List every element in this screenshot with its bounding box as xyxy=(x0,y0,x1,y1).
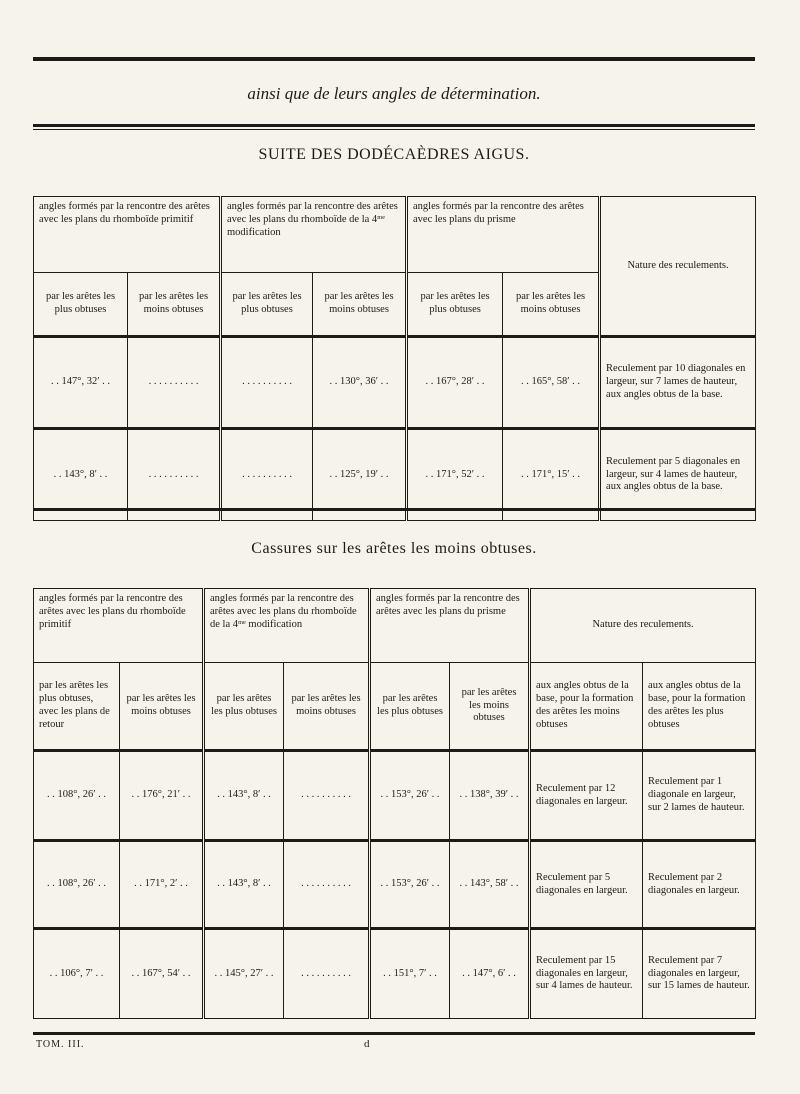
table-row xyxy=(34,337,756,429)
s1-subheader: par les arêtes les moins obtuses xyxy=(313,273,407,337)
angle-cell: . . 106°, 7′ . . xyxy=(34,929,120,1019)
s1-subheader: par les arêtes les moins obtuses xyxy=(503,273,600,337)
page-header-title: ainsi que de leurs angles de détermination. xyxy=(247,84,541,103)
angle-cell: . . 153°, 26′ . . xyxy=(370,751,450,841)
s1-subheader: par les arêtes les plus obtuses xyxy=(221,273,313,337)
angle-cell: . . 151°, 7′ . . xyxy=(370,929,450,1019)
angle-cell: . . 143°, 8′ . . xyxy=(34,429,128,521)
divider-rule xyxy=(33,124,755,127)
angle-cell: . . . . . . . . . . xyxy=(128,337,221,429)
reculement-note: Reculement par 1 diagonale en largeur, sur 2 lames de hauteur. xyxy=(643,751,756,841)
table-row xyxy=(34,841,756,929)
angle-cell: . . 145°, 27′ . . xyxy=(204,929,284,1019)
angle-cell: . . 176°, 21′ . . xyxy=(120,751,204,841)
angle-cell: . . 143°, 8′ . . xyxy=(204,751,284,841)
s1-subheader: par les arêtes les plus obtuses xyxy=(34,273,128,337)
angle-cell: . . . . . . . . . . xyxy=(284,841,370,929)
section2-table xyxy=(33,588,756,1019)
s1-subheader: par les arêtes les moins obtuses xyxy=(128,273,221,337)
s2-subheader: aux angles obtus de la base, pour la formation des arêtes les plus obtuses xyxy=(643,663,756,751)
footer-signature: d xyxy=(364,1038,370,1050)
angle-cell: . . 171°, 52′ . . xyxy=(407,429,503,521)
divider-rule xyxy=(33,508,755,511)
angle-cell: . . . . . . . . . . xyxy=(284,929,370,1019)
table-row xyxy=(34,429,756,521)
bottom-rule xyxy=(33,1032,755,1035)
s2-subheader: par les arêtes les plus obtuses, avec les plans de retour xyxy=(34,663,120,751)
angle-cell: . . 167°, 28′ . . xyxy=(407,337,503,429)
reculement-note: Reculement par 15 diagonales en largeur, sur 4 lames de hauteur. xyxy=(530,929,643,1019)
s1-header-prisme: angles formés par la rencontre des arêtes avec les plans du prisme xyxy=(407,197,600,273)
s2-subheader: par les arêtes les moins obtuses xyxy=(120,663,204,751)
s2-header-primitif: angles formés par la rencontre des arêtes avec les plans du rhomboïde primitif xyxy=(34,589,204,663)
angle-cell: . . 153°, 26′ . . xyxy=(370,841,450,929)
reculement-note: Reculement par 5 diagonales en largeur, sur 4 lames de hauteur, aux angles obtus de la base. xyxy=(600,429,756,521)
angle-cell: . . 130°, 36′ . . xyxy=(313,337,407,429)
s2-subheader: par les arêtes les moins obtuses xyxy=(450,663,530,751)
s2-subheader: aux angles obtus de la base, pour la formation des arêtes les moins obtuses xyxy=(530,663,643,751)
angle-cell: . . . . . . . . . . xyxy=(128,429,221,521)
s1-header-modification: angles formés par la rencontre des arêtes avec les plans du rhomboïde de la 4ᵐᵉ modification xyxy=(221,197,407,273)
reculement-note: Reculement par 5 diagonales en largeur. xyxy=(530,841,643,929)
angle-cell: . . 147°, 32′ . . xyxy=(34,337,128,429)
reculement-note: Reculement par 7 diagonales en largeur, sur 15 lames de hauteur. xyxy=(643,929,756,1019)
angle-cell: . . . . . . . . . . xyxy=(284,751,370,841)
table-row xyxy=(34,751,756,841)
section2-title: Cassures sur les arêtes les moins obtuses. xyxy=(251,540,537,557)
reculement-note: Reculement par 10 diagonales en largeur, sur 7 lames de hauteur, aux angles obtus de la base. xyxy=(600,337,756,429)
s1-header-primitif: angles formés par la rencontre des arêtes avec les plans du rhomboïde primitif xyxy=(34,197,221,273)
angle-cell: . . 143°, 58′ . . xyxy=(450,841,530,929)
section1-table xyxy=(33,196,756,521)
s1-subheader: par les arêtes les plus obtuses xyxy=(407,273,503,337)
angle-cell: . . . . . . . . . . xyxy=(221,429,313,521)
s2-subheader: par les arêtes les plus obtuses xyxy=(370,663,450,751)
s2-subheader: par les arêtes les plus obtuses xyxy=(204,663,284,751)
angle-cell: . . 138°, 39′ . . xyxy=(450,751,530,841)
angle-cell: . . . . . . . . . . xyxy=(221,337,313,429)
angle-cell: . . 125°, 19′ . . xyxy=(313,429,407,521)
angle-cell: . . 108°, 26′ . . xyxy=(34,751,120,841)
angle-cell: . . 171°, 2′ . . xyxy=(120,841,204,929)
s2-header-prisme: angles formés par la rencontre des arêtes avec les plans du prisme xyxy=(370,589,530,663)
angle-cell: . . 147°, 6′ . . xyxy=(450,929,530,1019)
footer-volume: TOM. III. xyxy=(36,1039,85,1050)
divider-rule-thin xyxy=(33,129,755,130)
angle-cell: . . 108°, 26′ . . xyxy=(34,841,120,929)
reculement-note: Reculement par 2 diagonales en largeur. xyxy=(643,841,756,929)
table-row xyxy=(34,929,756,1019)
s2-header-modification: angles formés par la rencontre des arêtes avec les plans du rhomboïde de la 4ᵐᵉ modification xyxy=(204,589,370,663)
section1-title: SUITE DES DODÉCAÈDRES AIGUS. xyxy=(258,146,530,163)
angle-cell: . . 143°, 8′ . . xyxy=(204,841,284,929)
reculement-note: Reculement par 12 diagonales en largeur. xyxy=(530,751,643,841)
s2-header-nature: Nature des reculements. xyxy=(530,589,756,663)
s2-subheader: par les arêtes les moins obtuses xyxy=(284,663,370,751)
angle-cell: . . 165°, 58′ . . xyxy=(503,337,600,429)
angle-cell: . . 167°, 54′ . . xyxy=(120,929,204,1019)
angle-cell: . . 171°, 15′ . . xyxy=(503,429,600,521)
s1-header-nature: Nature des reculements. xyxy=(600,197,756,337)
